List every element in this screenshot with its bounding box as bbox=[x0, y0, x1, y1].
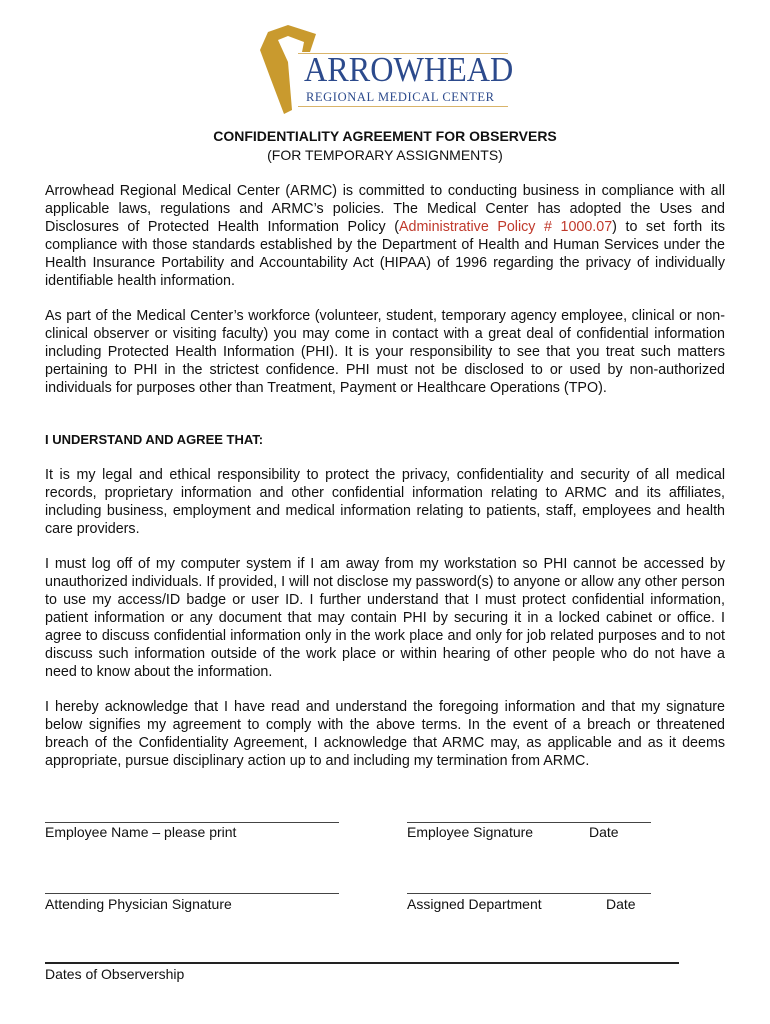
employee-name-label: Employee Name – please print bbox=[45, 824, 237, 840]
logo-rule-bottom bbox=[298, 106, 508, 107]
department-date-label: Date bbox=[606, 896, 636, 912]
logo-subtitle: REGIONAL MEDICAL CENTER bbox=[306, 90, 495, 104]
employee-signature-label: Employee Signature bbox=[407, 824, 534, 840]
document-subtitle: (FOR TEMPORARY ASSIGNMENTS) bbox=[267, 147, 503, 163]
physician-signature-line[interactable] bbox=[45, 893, 339, 894]
observership-dates-line[interactable] bbox=[45, 962, 679, 964]
department-label: Assigned Department bbox=[407, 896, 542, 912]
logo-name: ARROWHEAD bbox=[304, 50, 514, 89]
acknowledgement-paragraph: I hereby acknowledge that I have read and understand the foregoing information and that my signature below signifies my agreement to comply with the above terms. In the event of a breach or threatened breach of the Confidentiality Agreement, I acknowledge that ARMC may, as applicable and as it deems appropriate, pursue disciplinary action up to and including my termination from ARMC. bbox=[45, 699, 725, 769]
intro-text: Arrowhead Regional Medical Center (ARMC) is committed to conducting business in compliance with all applicable laws, regulations and ARMC’s policies. The Medical Center has adopted the Uses and Disclosures of Protected Health Information Policy ( bbox=[45, 183, 725, 235]
agreement-heading: I UNDERSTAND AND AGREE THAT: bbox=[45, 432, 264, 447]
security-paragraph: I must log off of my computer system if I am away from my workstation so PHI cannot be accessed by unauthorized individuals. If provided, I will not disclose my password(s) to anyone or allow any other person to use my access/ID badge or user ID. I further understand that I must protect confidential information, patient information or any document that may contain PHI by securing it in a locked cabinet or office. I agree to discuss confidential information only in the work place and only for job related purposes and to not discuss such information outside of the work place or within hearing of other people who do not have a need to know about the information. bbox=[45, 556, 725, 680]
employee-signature-line[interactable] bbox=[407, 822, 651, 823]
intro-text-end: ) to set forth its compliance with those standards established by the Department of Health and Human Services under the Health Insurance Portability and Accountability Act (HIPAA) of 1996 regarding the privacy of individually identifiable health information. bbox=[45, 219, 725, 289]
observership-dates-label: Dates of Observership bbox=[45, 966, 185, 982]
workforce-paragraph: As part of the Medical Center’s workforce (volunteer, student, temporary agency employee, clinical or non-clinical observer or visiting faculty) you may come in contact with a great deal of confidential information including Protected Health Information (PHI). It is your responsibility to see that you treat such matters pertaining to PHI in the strictest confidence. PHI must not be disclosed to or used by non-authorized individuals for purposes other than Treatment, Payment or Healthcare Operations (TPO). bbox=[45, 308, 725, 396]
employee-date-label: Date bbox=[589, 824, 619, 840]
responsibility-paragraph: It is my legal and ethical responsibility to protect the privacy, confidentiality and security of all medical records, proprietary information and other confidential information relating to ARMC and its affiliates, including business, employment and medical information relating to patients, staff, employees and health care providers. bbox=[45, 467, 725, 537]
intro-paragraph bbox=[45, 182, 725, 290]
document-title: CONFIDENTIALITY AGREEMENT FOR OBSERVERS bbox=[213, 128, 557, 144]
department-line[interactable] bbox=[407, 893, 651, 894]
employee-name-line[interactable] bbox=[45, 822, 339, 823]
arrowhead-logo bbox=[258, 22, 514, 117]
policy-link[interactable]: Administrative Policy # 1000.07 bbox=[399, 219, 613, 235]
physician-signature-label: Attending Physician Signature bbox=[45, 896, 232, 912]
